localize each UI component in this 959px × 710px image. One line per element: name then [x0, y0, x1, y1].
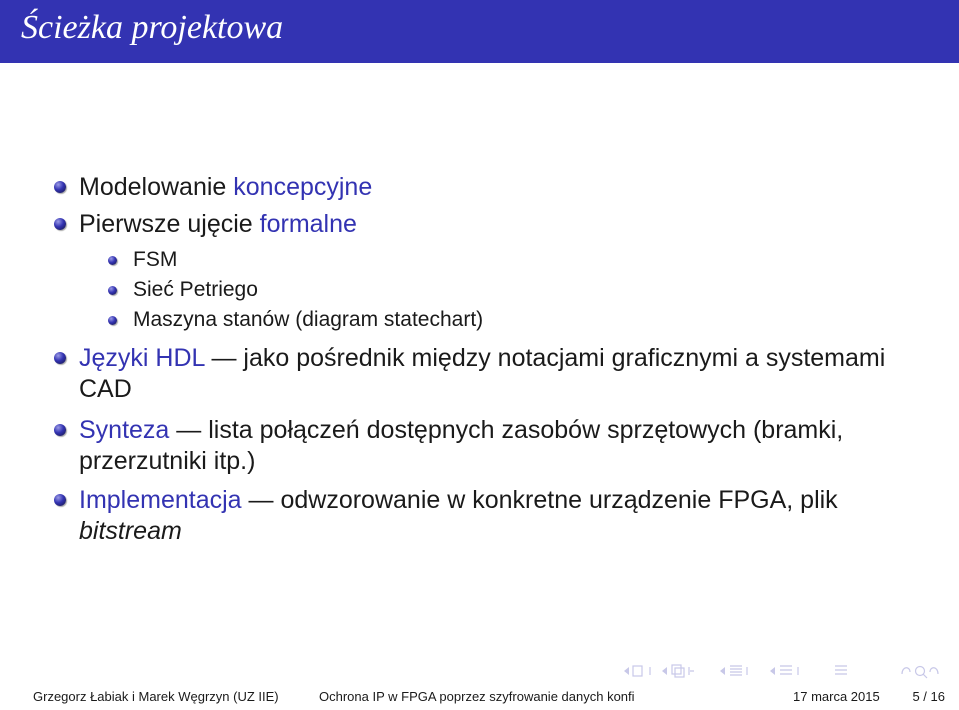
bullet-item	[79, 209, 357, 240]
bullet-item	[79, 343, 885, 374]
nav-frame-right-icon[interactable]	[662, 665, 694, 677]
sub-bullet-ball-icon	[108, 286, 117, 295]
navigation-symbols	[620, 662, 950, 680]
nav-section-icon[interactable]	[770, 666, 798, 675]
bullet-text: — jako pośrednik między notacjami graficznymi a systemami	[204, 344, 886, 372]
footer-title-segment	[313, 684, 641, 710]
sub-bullet-ball-icon	[108, 256, 117, 265]
bullet-text: — lista połączeń dostępnych zasobów sprzętowych (bramki,	[169, 416, 844, 444]
bullet-text: — odwzorowanie w konkretne urządzenie FPGA, plik	[241, 486, 838, 514]
bullet-continuation: przerzutniki itp.)	[79, 447, 256, 475]
sub-bullet-item: FSM	[133, 248, 178, 271]
bullet-ball-icon	[54, 494, 66, 506]
nav-subsection-icon[interactable]	[720, 666, 747, 675]
bullet-highlight: formalne	[259, 210, 357, 238]
bullet-ball-icon	[54, 424, 66, 436]
footer-authors: Grzegorz Łabiak i Marek Węgrzyn (UZ IIE)	[33, 689, 279, 704]
bullet-highlight: koncepcyjne	[233, 173, 373, 201]
footer	[0, 684, 959, 710]
bullet-continuation: CAD	[79, 375, 132, 403]
bullet-highlight: Języki HDL	[79, 344, 205, 372]
bullet-continuation: bitstream	[79, 517, 182, 545]
footer-page-number: 5 / 16	[912, 689, 945, 704]
navigation-bar	[620, 662, 950, 680]
search-icon[interactable]	[902, 667, 938, 679]
sub-bullet-item: Maszyna stanów (diagram statechart)	[133, 308, 484, 331]
bullet-ball-icon	[54, 218, 66, 230]
bullet-item	[79, 415, 843, 446]
bullet-ball-icon	[54, 181, 66, 193]
footer-date-segment	[641, 684, 959, 710]
bullet-highlight: Implementacja	[79, 486, 242, 514]
bullet-text: Modelowanie	[79, 173, 234, 201]
nav-document-icon[interactable]	[835, 666, 847, 674]
slide-title: Ścieżka projektowa	[21, 9, 284, 46]
footer-talk-title: Ochrona IP w FPGA poprzez szyfrowanie danych konfi	[319, 689, 635, 704]
title-bar	[0, 0, 959, 63]
bullet-item	[79, 172, 372, 203]
bullet-ball-icon	[54, 352, 66, 364]
footer-date: 17 marca 2015	[793, 689, 880, 704]
bullet-item	[79, 485, 838, 516]
bullet-highlight: Synteza	[79, 416, 170, 444]
nav-frame-left-icon[interactable]	[624, 666, 650, 676]
sub-bullet-item: Sieć Petriego	[133, 278, 258, 301]
sub-bullet-ball-icon	[108, 316, 117, 325]
bullet-text: Pierwsze ujęcie	[79, 210, 260, 238]
footer-authors-segment	[0, 684, 313, 710]
